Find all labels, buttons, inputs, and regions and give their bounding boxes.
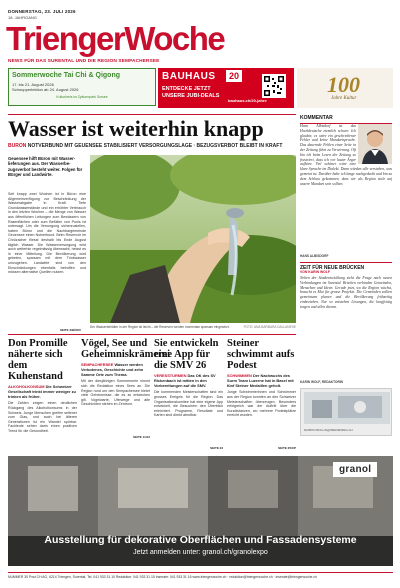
lead-kicker: BÜRON (8, 143, 27, 149)
column-text: Neben der Stadtentwicklung steht die Frage nach neuen Verbindungen im Surental. Brücken verbinden Gemeinden, Menschen und Ideen. Gerade jetzt, wo die Region wächst, braucht es Mut für grosse Projekte. Die Gemeinden sollten gemeinsam planen und die Bevölkerung frühzeitig einbeziehen. Nur so entstehen Lösungen, die langfristig tragen und allen dienen. (300, 276, 392, 309)
granol-ad[interactable] (8, 456, 393, 566)
sidebar-ad-caption: RAIBON BOLLIN@IMEINEWEG.CH (304, 428, 353, 432)
lead-source[interactable]: SEITE 3/BÜRO (60, 328, 81, 332)
lead-body: Seit knapp zwei Wochen ist in Büron eine Allgemeinverfügung zur Beschränkung der Wasserabgabe in Kraft. Tiefe Grundwasserstände und ein erhöhter Verbrauch in den letzten Wochen – die Menge von Wasser aus öffentlichen Leitungen zum Bewässern von Rasenflächen oder zum Befüllen von Pools ist untersagt. Um die Versorgung sicherzustellen, haben Büron und die Nachbargemeinde Geuensee einen Notverbund. Beim Reservoir im Chrüzacher fliesst deshalb bis Ende August täglich Wasser. Die Wasserversorgung wird auch weiterhin regelmässig überwacht, heisst es in einer Mitteilung. Die Bevölkerung wird gebeten, sparsam mit dem Trinkwasser umzugehen. Landwirte sind von den Einschränkungen ebenfalls betroffen und müssen alternative Quellen nutzen. (8, 192, 86, 275)
comment-text: Hans Albisdorf ist das Hochdeutsche ziemlich schwer. Ich glaubte, es wäre ein geschriebener Fehler und keine Mundartsprache. Das dauernde Fehlen einer Seite in der Zeitung führt zu Verwirrung. Oft bin ich beim Lesen der Zeitung so frustriert, dass ich vor lauter Ärger aufhöre. Viel schöner wäre eine klare Sprache im Dialekt. Dann würden alle verstehen, was gemeint ist. Darüber habe ich lange nachgedacht und bin zu dem Schluss gekommen, dass wir als Region stolz auf unsere Mundart sein sollten. (300, 124, 392, 186)
comment-author: HANS ALBISDORF (300, 254, 329, 258)
story-1-body: Die Zahlen zeigen einen deutlichen Rückgang des Alkoholkonsums in der Schweiz. Junge Menschen greifen seltener zum Glas, und auch bei älteren Generationen ist ein Wandel spürbar. Fachleute sehen darin einen positiven Trend für die Gesundheit. (8, 401, 77, 433)
jubilee-text: Jahre Kultur (331, 96, 357, 101)
lead-intro: Geuensee hilft Büron mit Wasser-lieferungen aus. Der Wasserbe-zugsverbot besteht weiter. Folgen für Bürger und Landwirte. (8, 156, 83, 178)
footer-line: NUMMER 30 Post CH AG, 6214 Triengen, Surental, Tel. 041 933 31 10 Redaktion: 041 933 31 15 Inserate: 041 933 31 16 www.triengerwoche.ch · redaktion@triengerwoche.ch · inserate@triengerwoche.ch (8, 572, 393, 579)
lead-top-rule (8, 114, 296, 115)
stories-top-rule (8, 334, 296, 335)
photo-credit: FOTO: ANA BARBARA DALLANESE (243, 325, 296, 329)
taichi-ad[interactable] (8, 68, 156, 106)
photo-caption-text: Der Wasserbehälter in der Region ist leicht – die Reserven werden momentan sparsam eingesetzt. (90, 325, 230, 329)
story-3-lead: Das OK des SV Rickenbach ist mitten in den Vorbereitungen auf die SMV. (154, 373, 216, 388)
story-4-kicker: SCHWIMMEN (227, 373, 252, 378)
lead-headline[interactable]: Wasser ist weiterhin knapp (8, 116, 264, 141)
story-2-body: Mit der diesjährigen Sommerserie nimmt sich die Redaktion eines Sees an. Die Region rund um den Sempachersee bietet viele Geheimnisse, die es zu entdecken gilt. Vogelwarte, Uferwege und alte Geschichten stehen im Zentrum. (81, 379, 150, 407)
story-3[interactable] (154, 338, 223, 450)
story-3-title: Sie entwickeln eine App für die SMV 26 (154, 338, 219, 371)
bauhaus-url: bauhaus.ch/20-jahre (228, 98, 267, 103)
story-2-title: Vögel, See und Geheimniskrämerei (81, 338, 171, 360)
story-2-kicker: SEMPACHERSEE (81, 362, 114, 367)
column-byline: VON KARIN WOLF (300, 270, 330, 274)
lead-dek-text: NOTVERBUND MIT GEUENSEE STABILISIERT VERSORGUNGSLAGE · BEZUGSVERBOT BLEIBT IN KRAFT (27, 143, 283, 149)
bauhaus-badge: 20 (226, 70, 242, 82)
issue-line: 18. JAHRGANG (8, 15, 37, 20)
story-4-source[interactable]: SEITE 25/CP (278, 446, 296, 451)
granol-headline: Ausstellung für dekorative Oberflächen und Fassadensysteme (44, 534, 357, 546)
story-1-lead: Die Schweizer Gesellschaft trinkt immer weniger zu trinken als früher. (8, 384, 76, 399)
masthead-title: TriengerWoche (6, 20, 225, 57)
story-1-kicker: ALKOHOLKONSUM (8, 384, 45, 389)
taichi-ad-line2: Schnupperlektion ab 24. August 2026 (12, 87, 79, 92)
lead-dek (8, 143, 298, 149)
story-1[interactable] (8, 338, 77, 461)
lead-photo (90, 155, 296, 323)
story-4-body: Junge Schwimmerinnen und Schwimmer aus der Region konnten an den Schweizer Meisterschaften überzeugen. Besonders erfolgreich war der Auftritt über die Kurzdistanzen, wo mehrere Podestplätze erreicht wurden. (227, 390, 296, 418)
bauhaus-logo: BAUHAUS (162, 71, 216, 82)
story-3-source[interactable]: SEITE 23 (210, 446, 223, 451)
granol-subline: Jetzt anmelden unter: granol.ch/granolexpo (133, 549, 268, 556)
taichi-ad-line1: 17. bis 21. August 2026 (12, 82, 54, 87)
qr-code-icon (262, 74, 286, 98)
author-photo (358, 124, 392, 164)
story-2-lead: Wasser werden Verbotenes, Geschichte und zehn Samme Orte zum Thema. (81, 362, 144, 377)
jubilee-ad[interactable] (297, 68, 393, 108)
column-footer: KARIN WOLF, REDAKTORIN (300, 380, 343, 384)
taichi-ad-brand: Kulturkreis im Zytturmpark Sursee (56, 95, 108, 99)
story-4-title: Steiner schwimmt aufs Podest (227, 338, 295, 371)
comment-block (300, 124, 392, 252)
bauhaus-headline: ENTDECKE JETZT UNSERE JUBI-DEALS (162, 86, 220, 99)
story-1-title: Don Promille näherte sich dem Kuhenstand (8, 338, 68, 382)
story-3-kicker: VERESSTURMEN (154, 373, 187, 378)
story-4[interactable] (227, 338, 296, 450)
story-2-source[interactable]: SEITE 11/12 (133, 435, 150, 440)
bauhaus-ad[interactable] (158, 68, 294, 108)
masthead-subtitle: NEWS FÜR DAS SURENTAL UND DIE REGION SEMPACHERSEE (8, 59, 160, 64)
story-3-body: Die kommenden Meisterschaften sind ein grosses Ereignis für die Region. Das Organisationskomitee hat eine eigene App entwickelt, die Besuchern den Überblick erleichtert. Programm, Resultate und Karten sind direkt abrufbar. (154, 390, 223, 418)
sidebar-header: KOMMENTAR (300, 115, 392, 124)
granol-logo: granol (333, 462, 377, 477)
taichi-ad-title: Sommerwoche Tai Chi & Qigong (12, 72, 120, 79)
jubilee-number: 100 (327, 72, 360, 97)
story-4-lead: Der Nachwuchs des Surm Team Luzerne hat in Basel mit fünf Steiner Medaillen geholt. (227, 373, 294, 388)
column-header: ZEIT FÜR NEUE BRÜCKEN (300, 262, 392, 271)
date-line: DONNERSTAG, 23. JULI 2026 (8, 9, 76, 14)
sidebar-ad[interactable] (300, 388, 392, 436)
sidebar-ad-image (304, 392, 390, 424)
photo-caption (90, 325, 296, 329)
